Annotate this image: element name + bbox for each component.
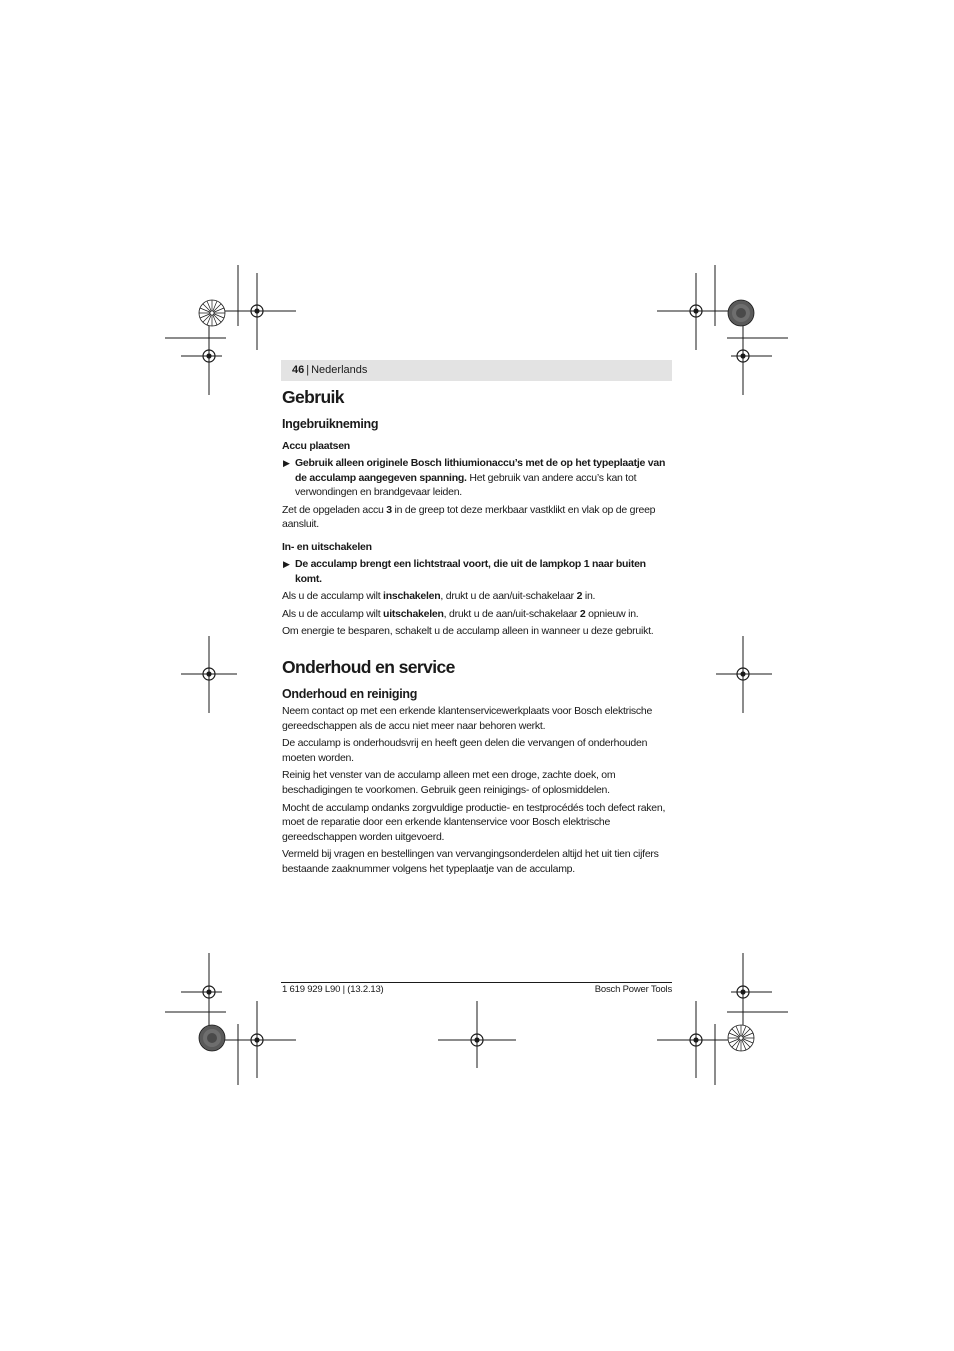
triangle-bullet-icon: ▶ [283,558,290,569]
footer-publisher: Bosch Power Tools [594,984,672,995]
registration-mark-icon [731,953,772,1031]
subsection-title-reiniging: Onderhoud en reiniging [282,686,418,701]
paragraph: Mocht de acculamp ondanks zorgvuldige productie- en testprocédés toch defect raken, moet de reparatie door een erkende klantenservice voor Bosch elektrische gereedschappen worden uitgevoerd. [282,801,666,843]
header-separator: | [306,364,310,376]
paragraph: Als u de acculamp wilt uitschakelen, drukt u de aan/uit-schakelaar 2 opnieuw in. [282,607,639,620]
footer-rule [281,982,672,983]
registration-mark-icon [438,1001,516,1068]
warning-bold-text: De acculamp brengt een lichtstraal voort, die uit de lampkop 1 naar buiten komt. [295,557,646,585]
warning-bold-text: Gebruik alleen originele Bosch lithiumionaccu’s met de op het typeplaatje van de acculamp aangegeven spanning. [295,457,666,484]
registration-mark-icon [657,1001,735,1078]
registration-mark-icon [218,273,296,350]
color-registration-disc-icon [199,300,225,326]
color-registration-disc-icon [199,1025,225,1051]
color-registration-disc-icon [728,1025,754,1051]
triangle-bullet-icon: ▶ [283,458,290,468]
header-language: Nederlands [311,364,368,376]
paragraph: De acculamp is onderhoudsvrij en heeft geen delen die vervangen of onderhouden moeten worden. [282,737,648,764]
main-content [282,384,674,879]
heading-accu-plaatsen: Accu plaatsen [282,440,350,452]
paragraph: Vermeld bij vragen en bestellingen van vervangingsonderdelen altijd het uit tien cijfers bestaande zaaknummer volgens het typeplaatje van de acculamp. [282,848,659,875]
registration-mark-icon [716,636,772,713]
heading-in-uitschakelen: In- en uitschakelen [282,540,372,553]
page-header [281,360,672,381]
registration-mark-icon [218,1001,296,1078]
warning-bullet [282,456,674,500]
paragraph: Neem contact op met een erkende klantenservicewerkplaats voor Bosch elektrische gereedschappen als de accu niet meer naar behoren werkt. [282,704,653,732]
subsection-title-ingebruikneming: Ingebruikneming [282,417,379,431]
paragraph: Reinig het venster van de acculamp alleen met een droge, zachte doek, om beschadigingen te voorkomen. Gebruik geen reinigings- of oplosmiddelen. [282,769,616,796]
color-registration-disc-icon [728,300,754,326]
registration-mark-icon [181,636,237,713]
page-number: 46 [292,364,305,376]
registration-mark-icon [181,317,222,395]
section-title-gebruik: Gebruik [282,387,344,407]
section-title-onderhoud: Onderhoud en service [282,656,455,677]
warning-text: Het gebruik van andere accu’s kan tot verwondingen en brandgevaar leiden. [295,471,637,499]
paragraph: Als u de acculamp wilt inschakelen, drukt u de aan/uit-schakelaar 2 in. [282,590,596,603]
paragraph: Om energie te besparen, schakelt u de acculamp alleen in wanneer u deze gebruikt. [282,625,654,638]
paragraph: Zet de opgeladen accu 3 in de greep tot deze merkbaar vastklikt en vlak op de greep aansluit. [282,503,656,531]
warning-bullet [282,557,674,586]
registration-mark-icon [181,953,222,1031]
registration-mark-icon [657,273,735,350]
registration-mark-icon [731,317,772,395]
footer-document-number: 1 619 929 L90 | (13.2.13) [282,984,384,995]
